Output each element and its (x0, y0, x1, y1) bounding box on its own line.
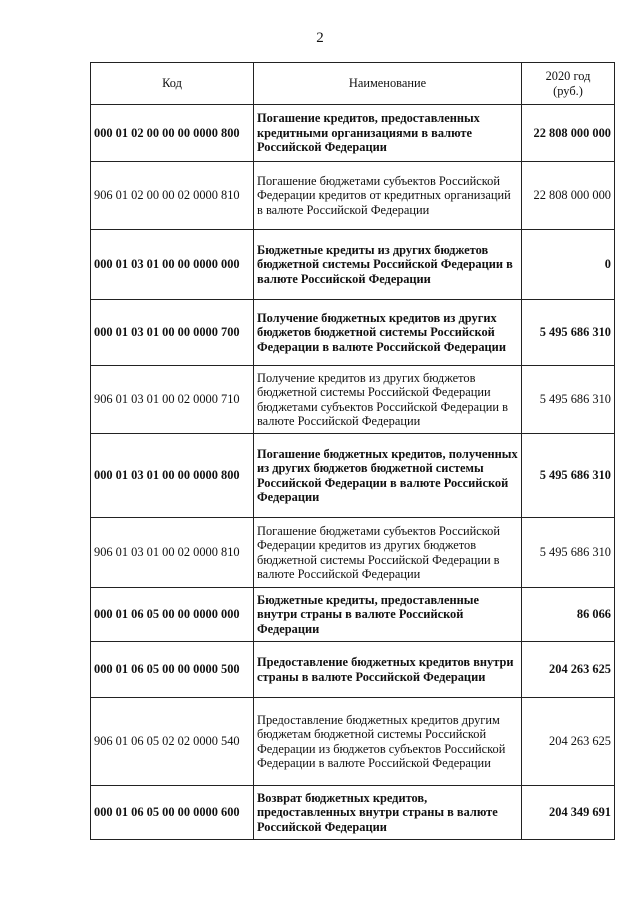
table-row (91, 518, 615, 588)
row-amount: 204 263 625 (522, 698, 615, 786)
row-amount: 5 495 686 310 (522, 518, 615, 588)
header-amount-year: 2020 год (545, 69, 591, 84)
header-code: Код (91, 63, 254, 105)
row-code: 000 01 02 00 00 00 0000 800 (91, 105, 254, 162)
row-name: Предоставление бюджетных кредитов внутри страны в валюте Российской Федерации (254, 642, 522, 698)
row-name: Бюджетные кредиты, предоставленные внутри страны в валюте Российской Федерации (254, 588, 522, 642)
row-amount: 5 495 686 310 (522, 366, 615, 434)
row-code: 906 01 06 05 02 02 0000 540 (91, 698, 254, 786)
header-name: Наименование (254, 63, 522, 105)
row-name: Предоставление бюджетных кредитов другим бюджетам бюджетной системы Российской Федерации из бюджетов субъектов Российской Федерации в валюте Российской Федерации (254, 698, 522, 786)
table-row (91, 300, 615, 366)
row-name: Погашение бюджетами субъектов Российской Федерации кредитов от кредитных организаций в валюте Российской Федерации (254, 162, 522, 230)
row-name: Получение кредитов из других бюджетов бюджетной системы Российской Федерации бюджетами субъектов Российской Федерации в валюте Российской Федерации (254, 366, 522, 434)
table-row (91, 230, 615, 300)
row-name: Погашение бюджетных кредитов, полученных из других бюджетов бюджетной системы Российской Федерации в валюте Российской Федерации (254, 434, 522, 518)
row-name: Погашение бюджетами субъектов Российской Федерации кредитов из других бюджетов бюджетной системы Российской Федерации в валюте Российской Федерации (254, 518, 522, 588)
row-name: Получение бюджетных кредитов из других бюджетов бюджетной системы Российской Федерации в валюте Российской Федерации (254, 300, 522, 366)
row-code: 000 01 03 01 00 00 0000 000 (91, 230, 254, 300)
row-code: 906 01 03 01 00 02 0000 810 (91, 518, 254, 588)
table-row (91, 786, 615, 840)
row-amount: 22 808 000 000 (522, 105, 615, 162)
row-code: 000 01 03 01 00 00 0000 800 (91, 434, 254, 518)
row-code: 906 01 02 00 00 02 0000 810 (91, 162, 254, 230)
row-name: Бюджетные кредиты из других бюджетов бюджетной системы Российской Федерации в валюте Российской Федерации (254, 230, 522, 300)
table-row (91, 642, 615, 698)
table-body (91, 105, 615, 840)
table-row (91, 105, 615, 162)
row-amount: 5 495 686 310 (522, 434, 615, 518)
row-amount: 204 263 625 (522, 642, 615, 698)
table-row (91, 588, 615, 642)
row-name: Погашение кредитов, предоставленных кредитными организациями в валюте Российской Федерации (254, 105, 522, 162)
table-row (91, 162, 615, 230)
header-amount (522, 63, 615, 105)
table-row (91, 434, 615, 518)
row-code: 906 01 03 01 00 02 0000 710 (91, 366, 254, 434)
table-row (91, 366, 615, 434)
row-amount: 22 808 000 000 (522, 162, 615, 230)
row-code: 000 01 06 05 00 00 0000 500 (91, 642, 254, 698)
row-amount: 5 495 686 310 (522, 300, 615, 366)
table-row (91, 698, 615, 786)
row-code: 000 01 06 05 00 00 0000 600 (91, 786, 254, 840)
budget-sources-table (90, 62, 615, 840)
row-name: Возврат бюджетных кредитов, предоставленных внутри страны в валюте Российской Федерации (254, 786, 522, 840)
page-number: 2 (316, 30, 324, 46)
row-code: 000 01 06 05 00 00 0000 000 (91, 588, 254, 642)
row-amount: 204 349 691 (522, 786, 615, 840)
row-code: 000 01 03 01 00 00 0000 700 (91, 300, 254, 366)
table-header-row (91, 63, 615, 105)
row-amount: 0 (522, 230, 615, 300)
header-amount-unit: (руб.) (553, 83, 583, 98)
row-amount: 86 066 (522, 588, 615, 642)
